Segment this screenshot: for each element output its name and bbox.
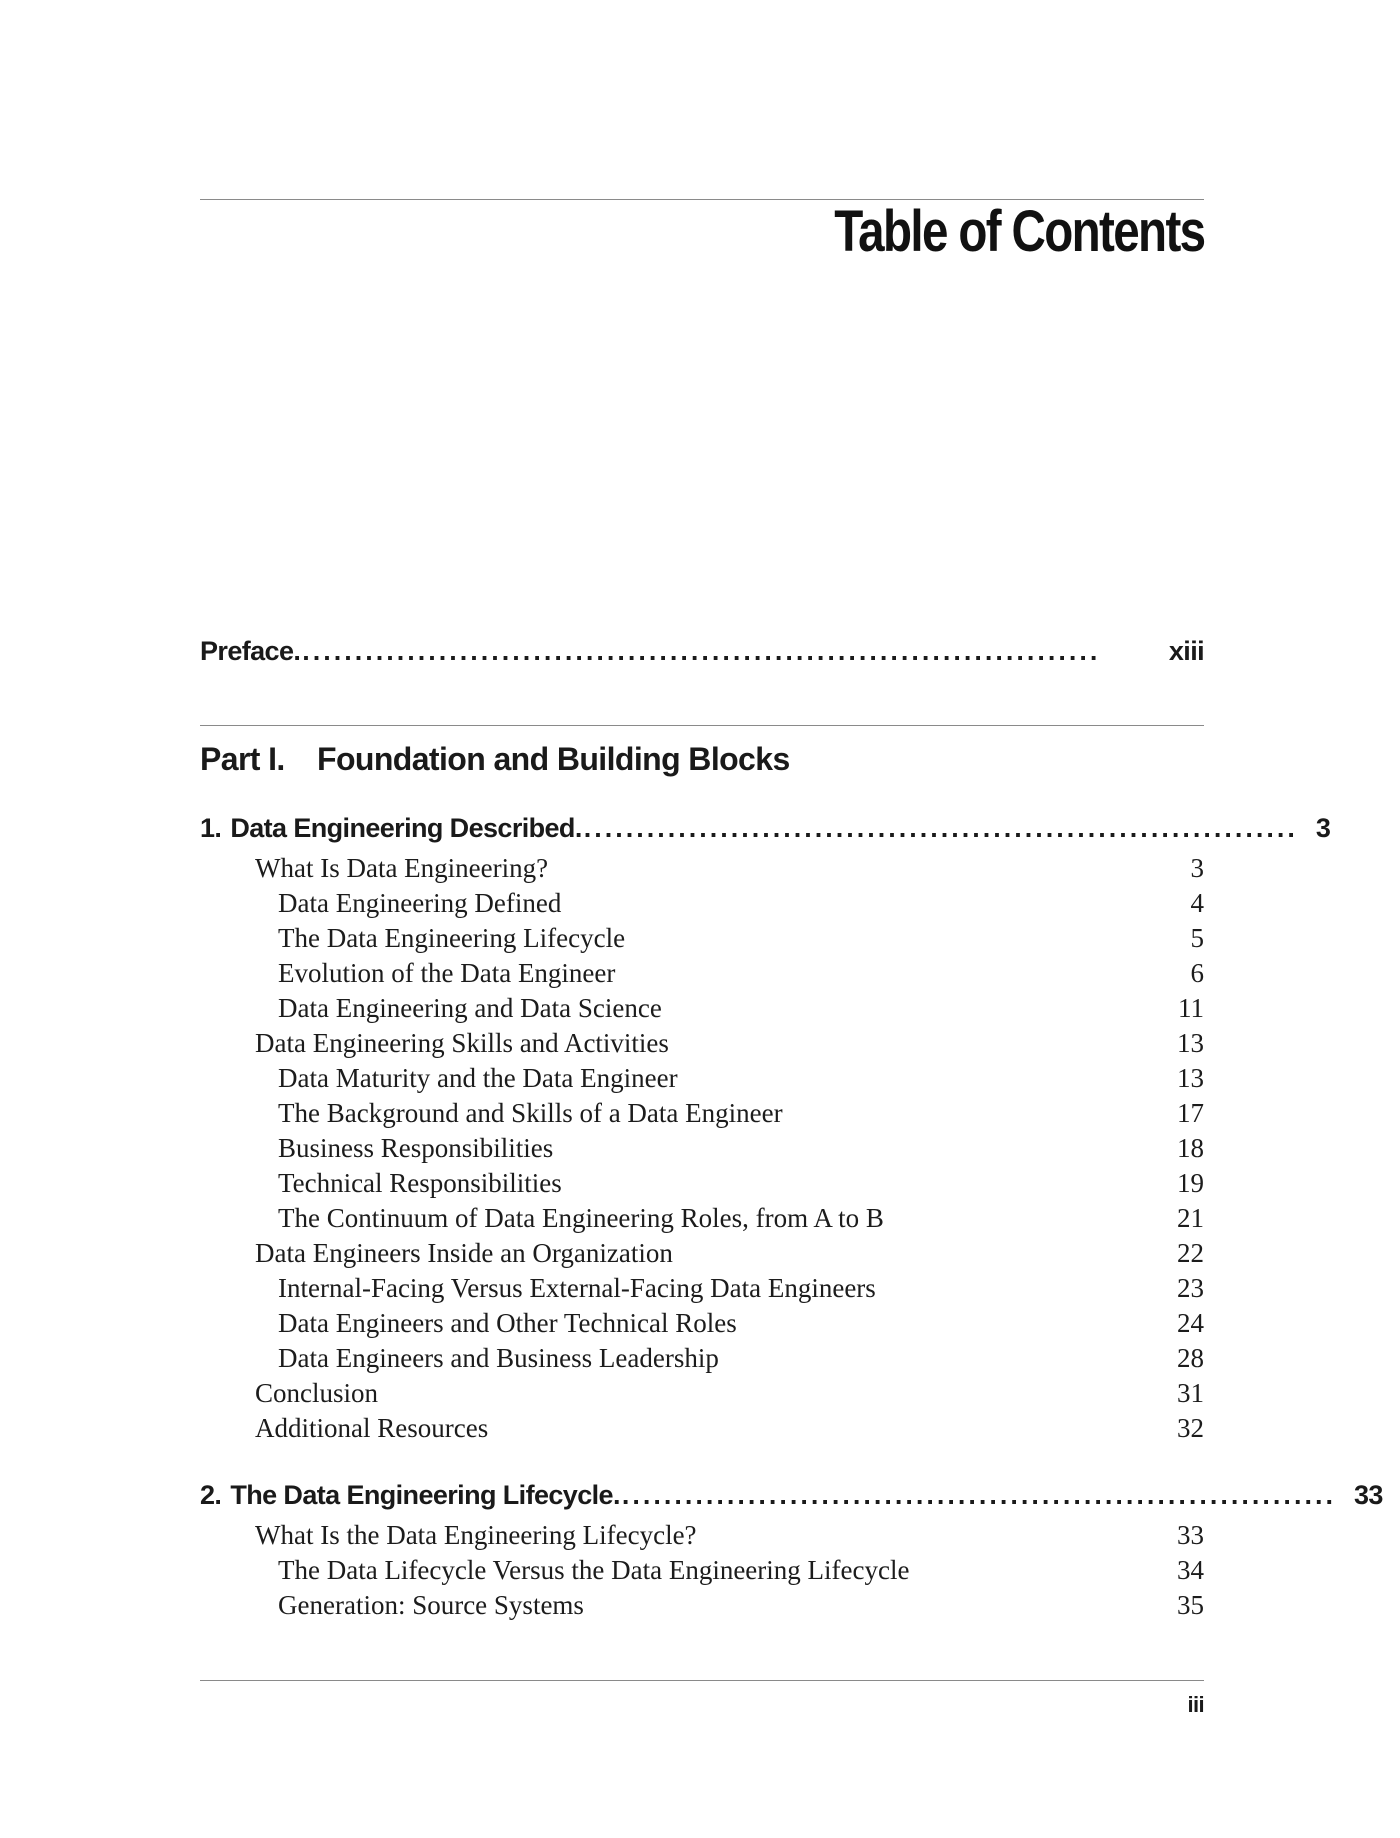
entry-page-number: 3 xyxy=(1190,853,1204,883)
chapter-page-number: 33 xyxy=(1353,1480,1383,1510)
toc-entry[interactable] xyxy=(200,1061,1204,1096)
entry-title: Additional Resources xyxy=(255,1413,489,1443)
entry-page-number: 13 xyxy=(1177,1028,1204,1058)
chapter-title: Data Engineering Described. xyxy=(230,813,582,843)
toc-entry[interactable] xyxy=(200,1411,1204,1446)
entry-title: Internal-Facing Versus External-Facing Data Engineers xyxy=(278,1273,876,1303)
dot-leader: .................................................................... xyxy=(621,1480,1336,1510)
toc-entry[interactable] xyxy=(200,1201,1204,1236)
chapter-title: The Data Engineering Lifecycle. xyxy=(230,1480,620,1510)
toc-chapter-1[interactable] xyxy=(200,813,1331,853)
toc-entry[interactable] xyxy=(200,1306,1204,1341)
entry-page-number: 13 xyxy=(1177,1063,1204,1093)
entry-page-number: 19 xyxy=(1177,1168,1204,1198)
entry-page-number: 31 xyxy=(1177,1378,1204,1408)
entry-page-number: 32 xyxy=(1177,1413,1204,1443)
part-rule xyxy=(200,725,1204,726)
entry-page-number: 5 xyxy=(1190,923,1204,953)
entry-title: The Background and Skills of a Data Engineer xyxy=(278,1098,783,1128)
entry-title: Generation: Source Systems xyxy=(278,1590,584,1620)
entry-title: Business Responsibilities xyxy=(278,1133,554,1163)
toc-entry[interactable] xyxy=(200,1588,1204,1623)
entry-title: What Is Data Engineering? xyxy=(255,853,549,883)
entry-title: The Data Engineering Lifecycle xyxy=(278,923,626,953)
entry-page-number: 21 xyxy=(1177,1203,1204,1233)
toc-entry[interactable] xyxy=(200,991,1204,1026)
entry-title: Data Engineers Inside an Organization xyxy=(255,1238,673,1268)
entry-page-number: 24 xyxy=(1177,1308,1204,1338)
toc-entry[interactable] xyxy=(200,851,1204,886)
toc-entry[interactable] xyxy=(200,1131,1204,1166)
toc-entry[interactable] xyxy=(200,1518,1204,1553)
part-title: Foundation and Building Blocks xyxy=(317,741,790,777)
entry-page-number: 11 xyxy=(1178,993,1204,1023)
entry-title: Evolution of the Data Engineer xyxy=(278,958,616,988)
chapter-2-entries xyxy=(200,1518,1204,1623)
dot-leader: ............................................................................ xyxy=(302,636,1101,666)
footer-rule xyxy=(200,1680,1204,1681)
entry-page-number: 17 xyxy=(1177,1098,1204,1128)
preface-page-number: xiii xyxy=(1168,636,1204,666)
chapter-1-entries xyxy=(200,851,1204,1446)
entry-title: Technical Responsibilities xyxy=(278,1168,562,1198)
entry-page-number: 4 xyxy=(1190,888,1204,918)
entry-title: Data Engineers and Other Technical Roles xyxy=(278,1308,737,1338)
entry-title: What Is the Data Engineering Lifecycle? xyxy=(255,1520,697,1550)
toc-entry-preface[interactable] xyxy=(200,636,1204,676)
entry-title: Data Engineering Skills and Activities xyxy=(255,1028,669,1058)
entry-page-number: 28 xyxy=(1177,1343,1204,1373)
entry-page-number: 34 xyxy=(1177,1555,1204,1585)
toc-entry[interactable] xyxy=(200,1026,1204,1061)
entry-title: The Data Lifecycle Versus the Data Engineering Lifecycle xyxy=(278,1555,910,1585)
toc-entry[interactable] xyxy=(200,1271,1204,1306)
toc-entry[interactable] xyxy=(200,886,1204,921)
chapter-number: 1. xyxy=(200,813,222,843)
entry-page-number: 33 xyxy=(1177,1520,1204,1550)
preface-label: Preface. xyxy=(200,636,301,666)
entry-title: Data Engineering and Data Science xyxy=(278,993,662,1023)
toc-entry[interactable] xyxy=(200,956,1204,991)
entry-page-number: 6 xyxy=(1190,958,1204,988)
entry-page-number: 23 xyxy=(1177,1273,1204,1303)
entry-title: Data Engineering Defined xyxy=(278,888,562,918)
entry-title: The Continuum of Data Engineering Roles, from A to B xyxy=(278,1203,884,1233)
entry-title: Data Maturity and the Data Engineer xyxy=(278,1063,678,1093)
part-heading xyxy=(200,741,790,785)
entry-page-number: 22 xyxy=(1177,1238,1204,1268)
toc-entry[interactable] xyxy=(200,1166,1204,1201)
part-number: Part I. xyxy=(200,741,285,777)
toc-entry[interactable] xyxy=(200,1376,1204,1411)
entry-page-number: 35 xyxy=(1177,1590,1204,1620)
chapter-page-number: 3 xyxy=(1315,813,1331,843)
page-title: Table of Contents xyxy=(833,199,1204,264)
entry-title: Data Engineers and Business Leadership xyxy=(278,1343,719,1373)
chapter-number: 2. xyxy=(200,1480,222,1510)
entry-page-number: 18 xyxy=(1177,1133,1204,1163)
toc-entry[interactable] xyxy=(200,1341,1204,1376)
page-folio: iii xyxy=(1187,1692,1204,1717)
toc-entry[interactable] xyxy=(200,1096,1204,1131)
toc-chapter-2[interactable] xyxy=(200,1480,1383,1520)
toc-entry[interactable] xyxy=(200,921,1204,956)
entry-title: Conclusion xyxy=(255,1378,379,1408)
toc-entry[interactable] xyxy=(200,1553,1204,1588)
toc-entry[interactable] xyxy=(200,1236,1204,1271)
dot-leader: .................................................................... xyxy=(583,813,1298,843)
